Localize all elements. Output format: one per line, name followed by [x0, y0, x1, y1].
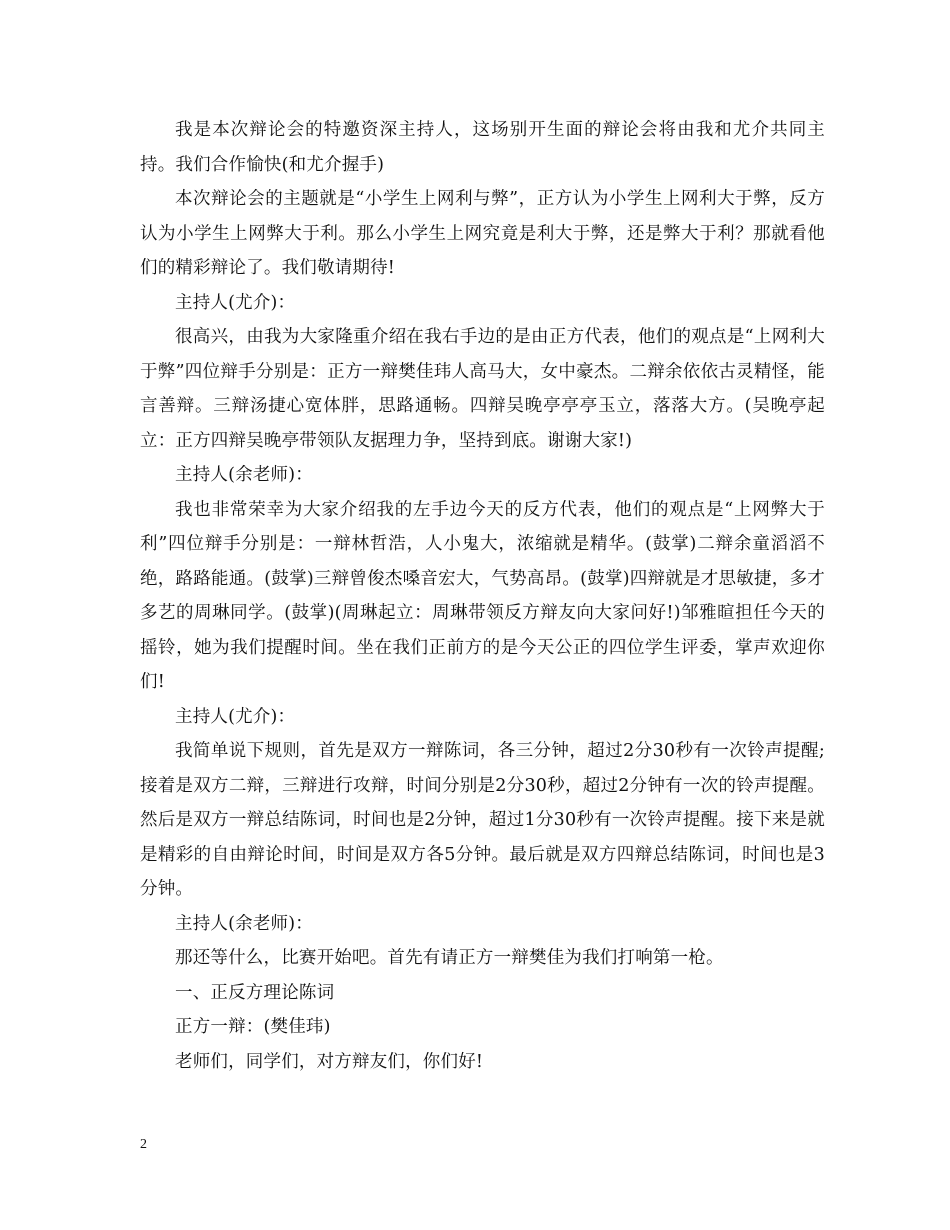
- speaker-label-youjie: 主持人(尤介)：: [175, 706, 296, 727]
- paragraph-host-intro: 我是本次辩论会的特邀资深主持人，这场别开生面的辩论会将由我和尤介共同主持。我们合作愉快(和尤介握手): [140, 120, 825, 175]
- page-number: 2: [140, 1137, 147, 1152]
- paragraph-rules: 我简单说下规则，首先是双方一辩陈词，各三分钟，超过2分30秒有一次铃声提醒;接着是双方二辩，三辩进行攻辩，时间分别是2分30秒，超过2分钟有一次的铃声提醒。然后是双方一辩总结陈词，时间也是2分钟，超过1分30秒有一次铃声提醒。接下来是就是精彩的自由辩论时间，时间是双方各5分钟。最后就是双方四辩总结陈词，时间也是3分钟。: [140, 741, 825, 899]
- speaker-label-teacher-yu: 主持人(余老师)：: [175, 465, 313, 485]
- paragraph-affirmative-team: 很高兴，由我为大家隆重介绍在我右手边的是由正方代表，他们的观点是“上网利大于弊”四位辩手分别是：正方一辩樊佳玮人高马大，女中豪杰。二辩余依依古灵精怪，能言善辩。三辩汤捷心宽体胖，思路通畅。四辩吴晚亭亭亭玉立，落落大方。(吴晚亭起立：正方四辩吴晚亭带领队友据理力争，坚持到底。谢谢大家!): [140, 327, 825, 451]
- paragraph-start: 那还等什么，比赛开始吧。首先有请正方一辩樊佳为我们打响第一枪。: [175, 948, 724, 968]
- document-body: [140, 113, 825, 1079]
- paragraph-greeting: 老师们，同学们，对方辩友们，你们好!: [175, 1051, 484, 1072]
- speaker-label-youjie: 主持人(尤介)：: [175, 292, 296, 313]
- section-heading: 一、正反方理论陈词: [175, 982, 335, 1003]
- speaker-label-teacher-yu: 主持人(余老师)：: [175, 913, 313, 934]
- speaker-label-affirmative-first: 正方一辩：(樊佳玮): [175, 1017, 331, 1037]
- paragraph-negative-team: 我也非常荣幸为大家介绍我的左手边今天的反方代表，他们的观点是“上网弊大于利”四位辩手分别是：一辩林哲浩，人小鬼大，浓缩就是精华。(鼓掌)二辩余童滔滔不绝，路路能通。(鼓掌)三辩曾俊杰嗓音宏大，气势高昂。(鼓掌)四辩就是才思敏捷，多才多艺的周琳同学。(鼓掌)(周琳起立：周琳带领反方辩友向大家问好!)邹雅暄担任今天的摇铃，她为我们提醒时间。坐在我们正前方的是今天公正的四位学生评委，掌声欢迎你们!: [140, 499, 825, 692]
- paragraph-debate-topic: 本次辩论会的主题就是“小学生上网利与弊”，正方认为小学生上网利大于弊，反方认为小学生上网弊大于利。那么小学生上网究竟是利大于弊，还是弊大于利？那就看他们的精彩辩论了。我们敬请期待!: [140, 189, 825, 278]
